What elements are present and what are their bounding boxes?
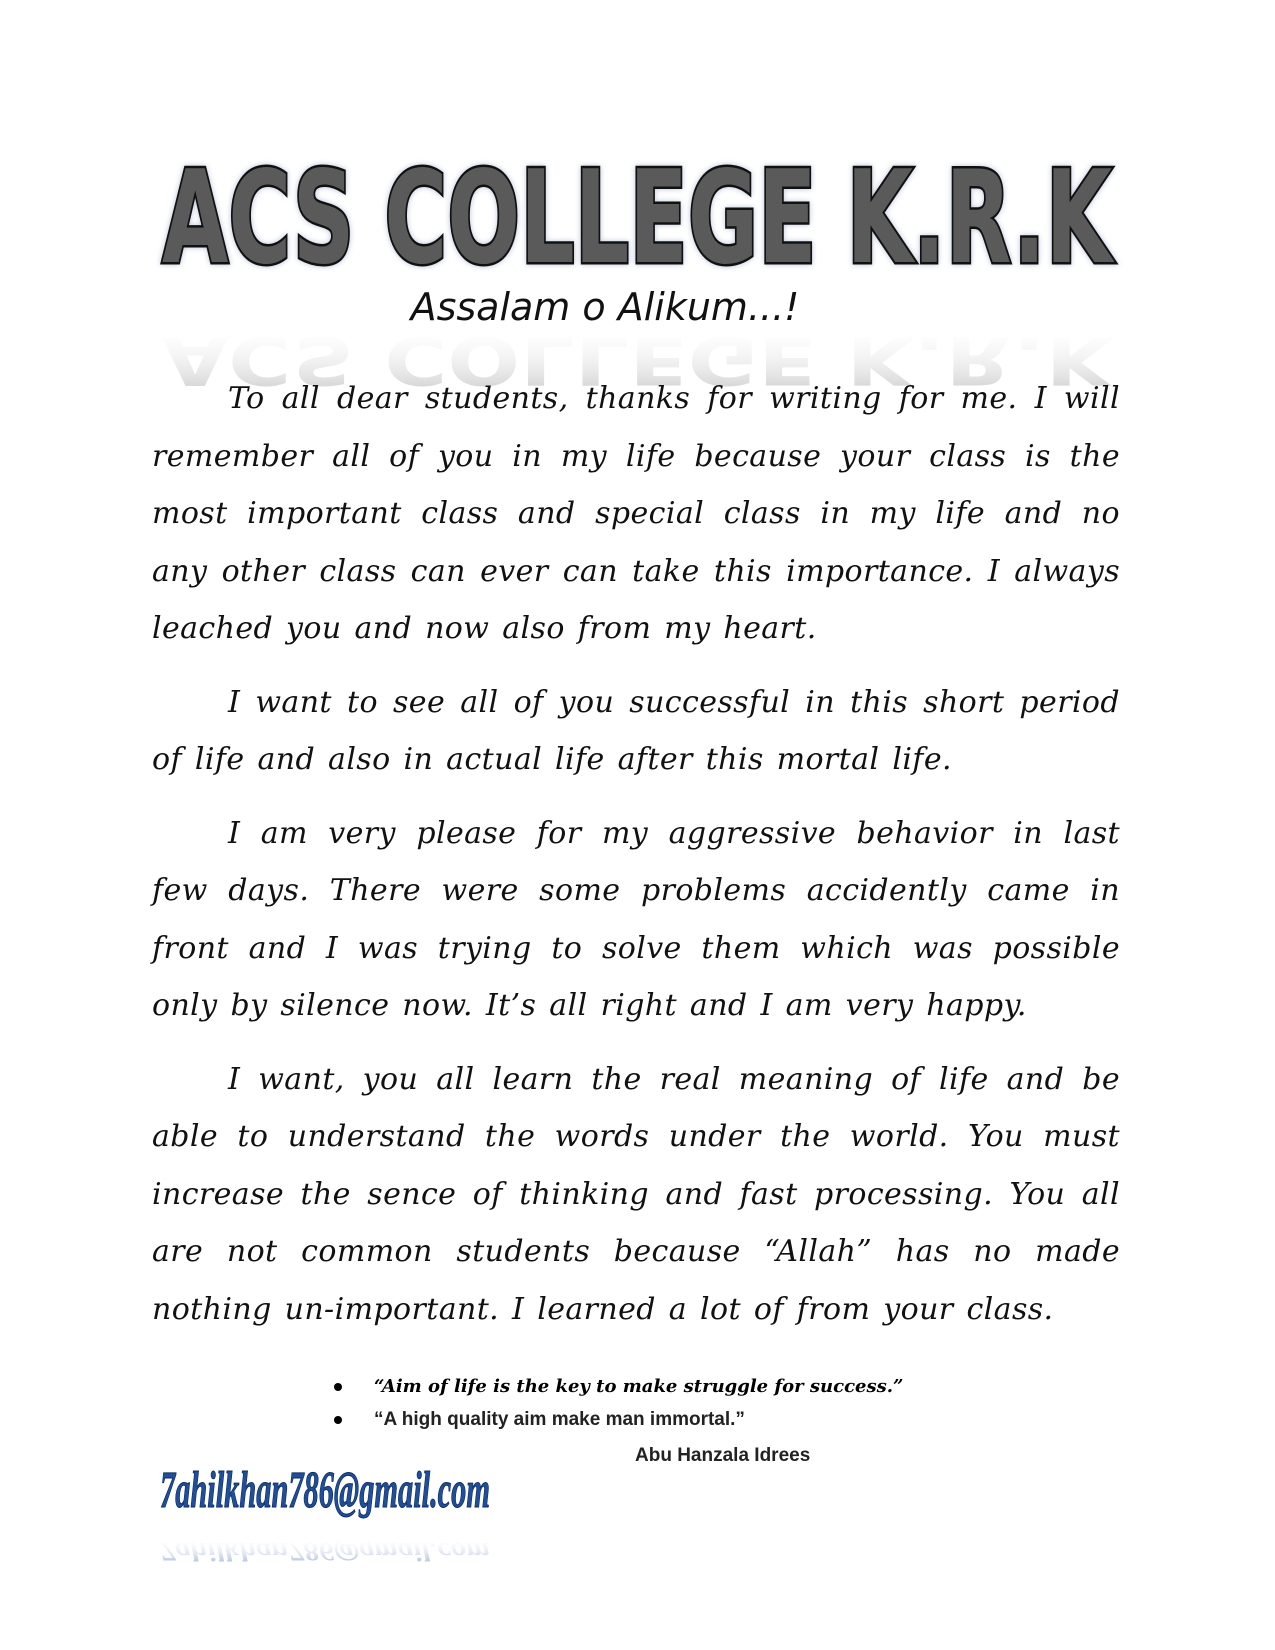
email-wordart xyxy=(160,1445,520,1567)
letter-body xyxy=(152,370,1120,1354)
paragraph-4: I want, you all learn the real meaning of life and be able to understand the words under the world. You must increase the sence of thinking and fast processing. You all are not common students because “Allah” has no made nothing un-important. I learned a lot of from your class. xyxy=(152,1061,1120,1327)
list-item xyxy=(328,1403,1028,1436)
bullet-icon xyxy=(334,1416,342,1424)
paragraph-1: To all dear students, thanks for writing for me. I will remember all of you in my life because your class is the most important class and special class in my life and no any other class can ever can take this importance. I always leached you and now also from my heart. xyxy=(152,381,1120,646)
greeting-line: Assalam o Alikum...! xyxy=(410,285,800,329)
letter-header xyxy=(150,120,1125,399)
college-title: ACS COLLEGE K.R.K xyxy=(162,144,1116,293)
paragraph-2: I want to see all of you successful in this short period of life and also in actual life after this mortal life. xyxy=(152,684,1120,777)
quote-high-quality-aim: “A high quality aim make man immortal.” xyxy=(374,1409,745,1430)
email-address: 7ahilkhan786@gmail.com xyxy=(160,1462,490,1519)
author-name: Abu Hanzala Idrees xyxy=(635,1445,811,1466)
quote-aim-of-life: “Aim of life is the key to make struggle for success.” xyxy=(374,1376,904,1397)
email-reflection: 7ahilkhan786@gmail.com xyxy=(160,1537,490,1567)
college-title-reflection: ACS COLLEGE K.R.K xyxy=(162,321,1115,399)
list-item xyxy=(328,1370,1028,1403)
email-signature xyxy=(160,1445,520,1567)
college-title-wordart xyxy=(150,120,1125,399)
bullet-icon xyxy=(334,1383,342,1391)
paragraph-3: I am very please for my aggressive behavior in last few days. There were some problems accidently came in front and I was trying to solve them which was possible only by silence now. It’s all right and I am very happy. xyxy=(152,815,1120,1023)
quote-list xyxy=(328,1370,1028,1436)
